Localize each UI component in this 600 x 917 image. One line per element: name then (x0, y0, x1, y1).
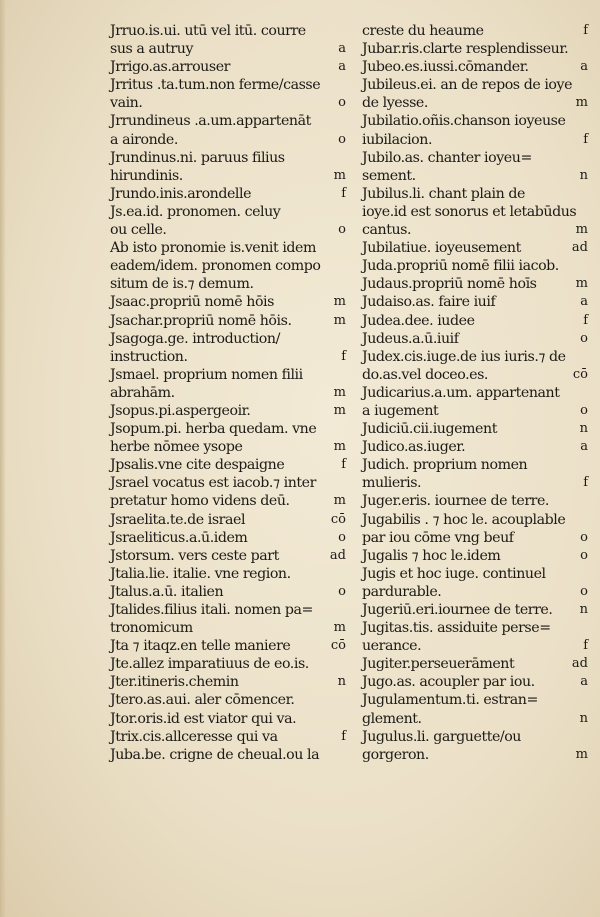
dictionary-line (110, 438, 346, 456)
dictionary-line (110, 94, 346, 112)
grammar-mark: m (333, 384, 346, 400)
grammar-mark: m (333, 167, 346, 183)
entry-text: Jugeriū.eri.iournee de terre. (362, 602, 553, 618)
dictionary-line (362, 691, 588, 709)
entry-text: Juda.propriū nomē filii iacob. (362, 258, 559, 275)
entry-text: Jtalia.lie. italie. vne region. (110, 565, 291, 582)
entry-text: Judich. proprium nomen (362, 457, 528, 474)
dictionary-line (362, 40, 588, 58)
entry-text: eadem/idem. pronomen compo (110, 258, 321, 275)
dictionary-line (362, 22, 588, 40)
entry-text: Jrundo.inis.arondelle (110, 185, 252, 202)
dictionary-line (110, 601, 346, 619)
grammar-mark: o (338, 131, 346, 147)
dictionary-line (362, 312, 588, 330)
entry-text: par iou cōme vng beuf (362, 529, 514, 546)
dictionary-line (362, 384, 588, 402)
dictionary-line (110, 492, 346, 510)
dictionary-line (362, 655, 588, 673)
dictionary-line (362, 257, 588, 275)
dictionary-line (362, 221, 588, 239)
grammar-mark: o (580, 402, 588, 418)
grammar-mark: o (580, 529, 588, 545)
entry-text: a iugement (362, 402, 439, 419)
grammar-mark: a (580, 59, 588, 75)
dictionary-line (110, 167, 346, 185)
entry-text: situm de is.⁊ demum. (110, 276, 254, 293)
grammar-mark: m (575, 276, 588, 292)
entry-text: Jsagoga.ge. introduction/ (110, 330, 280, 347)
grammar-mark: n (579, 421, 588, 437)
grammar-mark: o (338, 583, 346, 599)
entry-text: creste du heaume (362, 23, 484, 39)
entry-text: Jrruo.is.ui. utū vel itū. courre (110, 23, 306, 39)
dictionary-line (362, 402, 588, 420)
dictionary-line (362, 167, 588, 185)
dictionary-line (362, 728, 588, 746)
dictionary-line (362, 474, 588, 492)
dictionary-line (110, 239, 346, 257)
dictionary-line (362, 185, 588, 203)
dictionary-line (362, 330, 588, 348)
entry-text: Jsaac.propriū nomē hōis (110, 294, 274, 311)
dictionary-line (362, 275, 588, 293)
dictionary-line (110, 710, 346, 728)
entry-text: Juba.be. crigne de cheual.ou la (110, 746, 320, 763)
dictionary-line (110, 203, 346, 221)
grammar-mark: cō (330, 511, 346, 527)
dictionary-line (110, 673, 346, 691)
grammar-mark: f (341, 457, 346, 473)
entry-text: Judicarius.a.um. appartenant (362, 384, 560, 401)
dictionary-line (110, 384, 346, 402)
dictionary-line (110, 474, 346, 492)
entry-text: Jubilatiue. ioyeusement (362, 240, 521, 257)
entry-text: sus a autruy (110, 41, 194, 58)
grammar-mark: m (333, 620, 346, 636)
dictionary-line (110, 746, 346, 764)
grammar-mark: m (333, 294, 346, 310)
grammar-mark: n (579, 710, 588, 726)
entry-text: Jugabilis . ⁊ hoc le. acouplable (362, 511, 566, 528)
entry-text: Jubilo.as. chanter ioyeu= (362, 149, 532, 166)
grammar-mark: a (580, 294, 588, 310)
entry-text: ioye.id est sonorus et letabūdus (362, 203, 577, 220)
dictionary-line (362, 456, 588, 474)
entry-text: Judex.cis.iuge.de ius iuris.⁊ de (362, 348, 566, 365)
entry-text: hirundinis. (110, 167, 183, 184)
dictionary-line (110, 312, 346, 330)
entry-text: Jtrix.cis.allceresse qui va (110, 728, 278, 745)
dictionary-line (362, 366, 588, 384)
dictionary-line (110, 149, 346, 167)
entry-text: Jter.itineris.chemin (110, 674, 239, 691)
entry-text: Jsraeliticus.a.ū.idem (110, 529, 248, 546)
grammar-mark: f (583, 312, 588, 328)
dictionary-line (110, 728, 346, 746)
entry-text: Jrrundineus .a.um.appartenāt (110, 113, 311, 130)
grammar-mark: m (333, 312, 346, 328)
entry-text: Jta ⁊ itaqz.en telle maniere (110, 638, 291, 655)
entry-text: Jsachar.propriū nomē hōis. (110, 312, 292, 329)
dictionary-line (362, 112, 588, 130)
entry-text: Jsrael vocatus est iacob.⁊ inter (110, 475, 316, 492)
entry-text: sement. (362, 167, 416, 184)
entry-text: Judaiso.as. faire iuif (362, 294, 496, 311)
dictionary-line (110, 76, 346, 94)
dictionary-line (110, 221, 346, 239)
grammar-mark: o (580, 330, 588, 346)
entry-text: Jugulus.li. garguette/ou (362, 728, 521, 745)
entry-text: Jsmael. proprium nomen filii (110, 366, 303, 383)
dictionary-line (110, 511, 346, 529)
grammar-mark: o (580, 547, 588, 563)
entry-text: Jubilus.li. chant plain de (362, 185, 525, 202)
entry-text: Jtalus.a.ū. italien (110, 583, 224, 600)
entry-text: uerance. (362, 638, 422, 655)
dictionary-line (362, 293, 588, 311)
grammar-mark: f (341, 728, 346, 744)
dictionary-line (110, 22, 346, 40)
entry-text: Jte.allez imparatiuus de eo.is. (110, 656, 309, 673)
grammar-mark: o (338, 222, 346, 238)
grammar-mark: m (575, 746, 588, 762)
entry-text: Jstorsum. vers ceste part (110, 547, 279, 564)
entry-text: Jugulamentum.ti. estran= (362, 692, 538, 709)
grammar-mark: m (333, 439, 346, 455)
dictionary-line (110, 185, 346, 203)
entry-text: Jugalis ⁊ hoc le.idem (362, 547, 501, 564)
dictionary-line (110, 637, 346, 655)
entry-text: Jrrigo.as.arrouser (110, 59, 230, 76)
dictionary-line (362, 601, 588, 619)
dictionary-line (110, 547, 346, 565)
dictionary-line (110, 691, 346, 709)
grammar-mark: f (583, 23, 588, 38)
dictionary-line (362, 438, 588, 456)
entry-text: mulieris. (362, 475, 422, 492)
entry-text: Jtor.oris.id est viator qui va. (110, 710, 297, 727)
dictionary-line (362, 58, 588, 76)
dictionary-line (110, 275, 346, 293)
grammar-mark: o (338, 529, 346, 545)
dictionary-line (110, 456, 346, 474)
entry-text: do.as.vel doceo.es. (362, 366, 488, 383)
entry-text: vain. (110, 95, 143, 112)
dictionary-line (362, 673, 588, 691)
grammar-mark: ad (571, 240, 588, 256)
entry-text: glement. (362, 710, 422, 727)
grammar-mark: o (338, 95, 346, 111)
entry-text: instruction. (110, 348, 188, 365)
grammar-mark: m (333, 402, 346, 418)
dictionary-line (110, 420, 346, 438)
entry-text: Jtero.as.aui. aler cōmencer. (110, 692, 295, 709)
grammar-mark: ad (571, 656, 588, 672)
entry-text: Jtalides.filius itali. nomen pa= (110, 602, 313, 618)
grammar-mark: a (580, 674, 588, 690)
dictionary-line (362, 203, 588, 221)
entry-text: Jubar.ris.clarte resplendisseur. (362, 41, 569, 58)
entry-text: Jubilatio.oñis.chanson ioyeuse (362, 113, 566, 130)
dictionary-line (362, 529, 588, 547)
entry-text: pretatur homo videns deū. (110, 493, 290, 510)
dictionary-line (110, 402, 346, 420)
grammar-mark: cō (572, 366, 588, 382)
entry-text: Jrritus .ta.tum.non ferme/casse (110, 77, 321, 94)
grammar-mark: a (338, 41, 346, 57)
entry-text: Judea.dee. iudee (362, 312, 475, 329)
entry-text: Jugis et hoc iuge. continuel (362, 565, 546, 582)
dictionary-line (362, 149, 588, 167)
entry-text: Ab isto pronomie is.venit idem (110, 240, 316, 257)
dictionary-line (110, 58, 346, 76)
dictionary-line (362, 492, 588, 510)
entry-text: Jubileus.ei. an de repos de ioye (362, 77, 573, 94)
entry-text: Jpsalis.vne cite despaigne (110, 457, 285, 474)
entry-text: abrahām. (110, 384, 175, 401)
entry-text: Judeus.a.ū.iuif (362, 330, 459, 347)
grammar-mark: a (580, 439, 588, 455)
dictionary-line (110, 348, 346, 366)
entry-text: Juger.eris. iournee de terre. (362, 493, 549, 510)
grammar-mark: n (579, 602, 588, 617)
entry-text: a aironde. (110, 131, 178, 148)
dictionary-line (110, 330, 346, 348)
grammar-mark: ad (329, 547, 346, 563)
dictionary-line (362, 131, 588, 149)
grammar-mark: f (583, 638, 588, 654)
entry-text: Jugo.as. acoupler par iou. (362, 674, 535, 691)
dictionary-line (110, 112, 346, 130)
dictionary-line (110, 529, 346, 547)
entry-text: herbe nōmee ysope (110, 439, 243, 456)
grammar-mark: n (337, 674, 346, 690)
dictionary-line (362, 420, 588, 438)
entry-text: Js.ea.id. pronomen. celuy (110, 203, 281, 220)
dictionary-line (362, 619, 588, 637)
grammar-mark: n (579, 167, 588, 183)
grammar-mark: a (338, 59, 346, 75)
entry-text: Jsraelita.te.de israel (110, 511, 246, 528)
dictionary-line (110, 257, 346, 275)
dictionary-line (362, 637, 588, 655)
entry-text: Jsopum.pi. herba quedam. vne (110, 421, 317, 438)
dictionary-line (362, 511, 588, 529)
dictionary-line (362, 94, 588, 112)
dictionary-line (362, 746, 588, 764)
dictionary-line (362, 565, 588, 583)
dictionary-line (110, 366, 346, 384)
right-column (362, 22, 588, 764)
entry-text: de lyesse. (362, 95, 428, 112)
dictionary-line (110, 583, 346, 601)
dictionary-line (110, 40, 346, 58)
grammar-mark: f (583, 475, 588, 491)
entry-text: Judiciū.cii.iugement (362, 421, 497, 438)
entry-text: Jugitas.tis. assiduite perse= (362, 620, 551, 637)
dictionary-line (110, 655, 346, 673)
grammar-mark: f (583, 131, 588, 147)
entry-text: Jubeo.es.iussi.cōmander. (362, 59, 529, 76)
entry-text: Jugiter.perseuerāment (362, 656, 515, 673)
grammar-mark: f (341, 185, 346, 201)
grammar-mark: m (575, 95, 588, 111)
entry-text: ou celle. (110, 222, 167, 239)
grammar-mark: m (575, 222, 588, 238)
grammar-mark: cō (330, 638, 346, 654)
dictionary-line (362, 348, 588, 366)
entry-text: Judico.as.iuger. (362, 439, 466, 456)
dictionary-line (110, 131, 346, 149)
entry-text: gorgeron. (362, 746, 429, 763)
entry-text: Jsopus.pi.aspergeoir. (110, 402, 251, 419)
entry-text: pardurable. (362, 583, 442, 600)
dictionary-line (110, 293, 346, 311)
entry-text: cantus. (362, 222, 412, 239)
dictionary-line (362, 547, 588, 565)
dictionary-line (362, 710, 588, 728)
entry-text: Judaus.propriū nomē hoīs (362, 276, 537, 293)
dictionary-line (362, 76, 588, 94)
left-column (110, 22, 346, 764)
entry-text: tronomicum (110, 620, 193, 637)
dictionary-line (110, 619, 346, 637)
entry-text: Jrundinus.ni. paruus filius (110, 149, 285, 166)
grammar-mark: m (333, 493, 346, 509)
dictionary-line (362, 583, 588, 601)
grammar-mark: f (341, 348, 346, 364)
grammar-mark: o (580, 583, 588, 599)
dictionary-line (110, 565, 346, 583)
dictionary-line (362, 239, 588, 257)
entry-text: iubilacion. (362, 131, 433, 148)
page-gutter-shadow (0, 0, 6, 917)
